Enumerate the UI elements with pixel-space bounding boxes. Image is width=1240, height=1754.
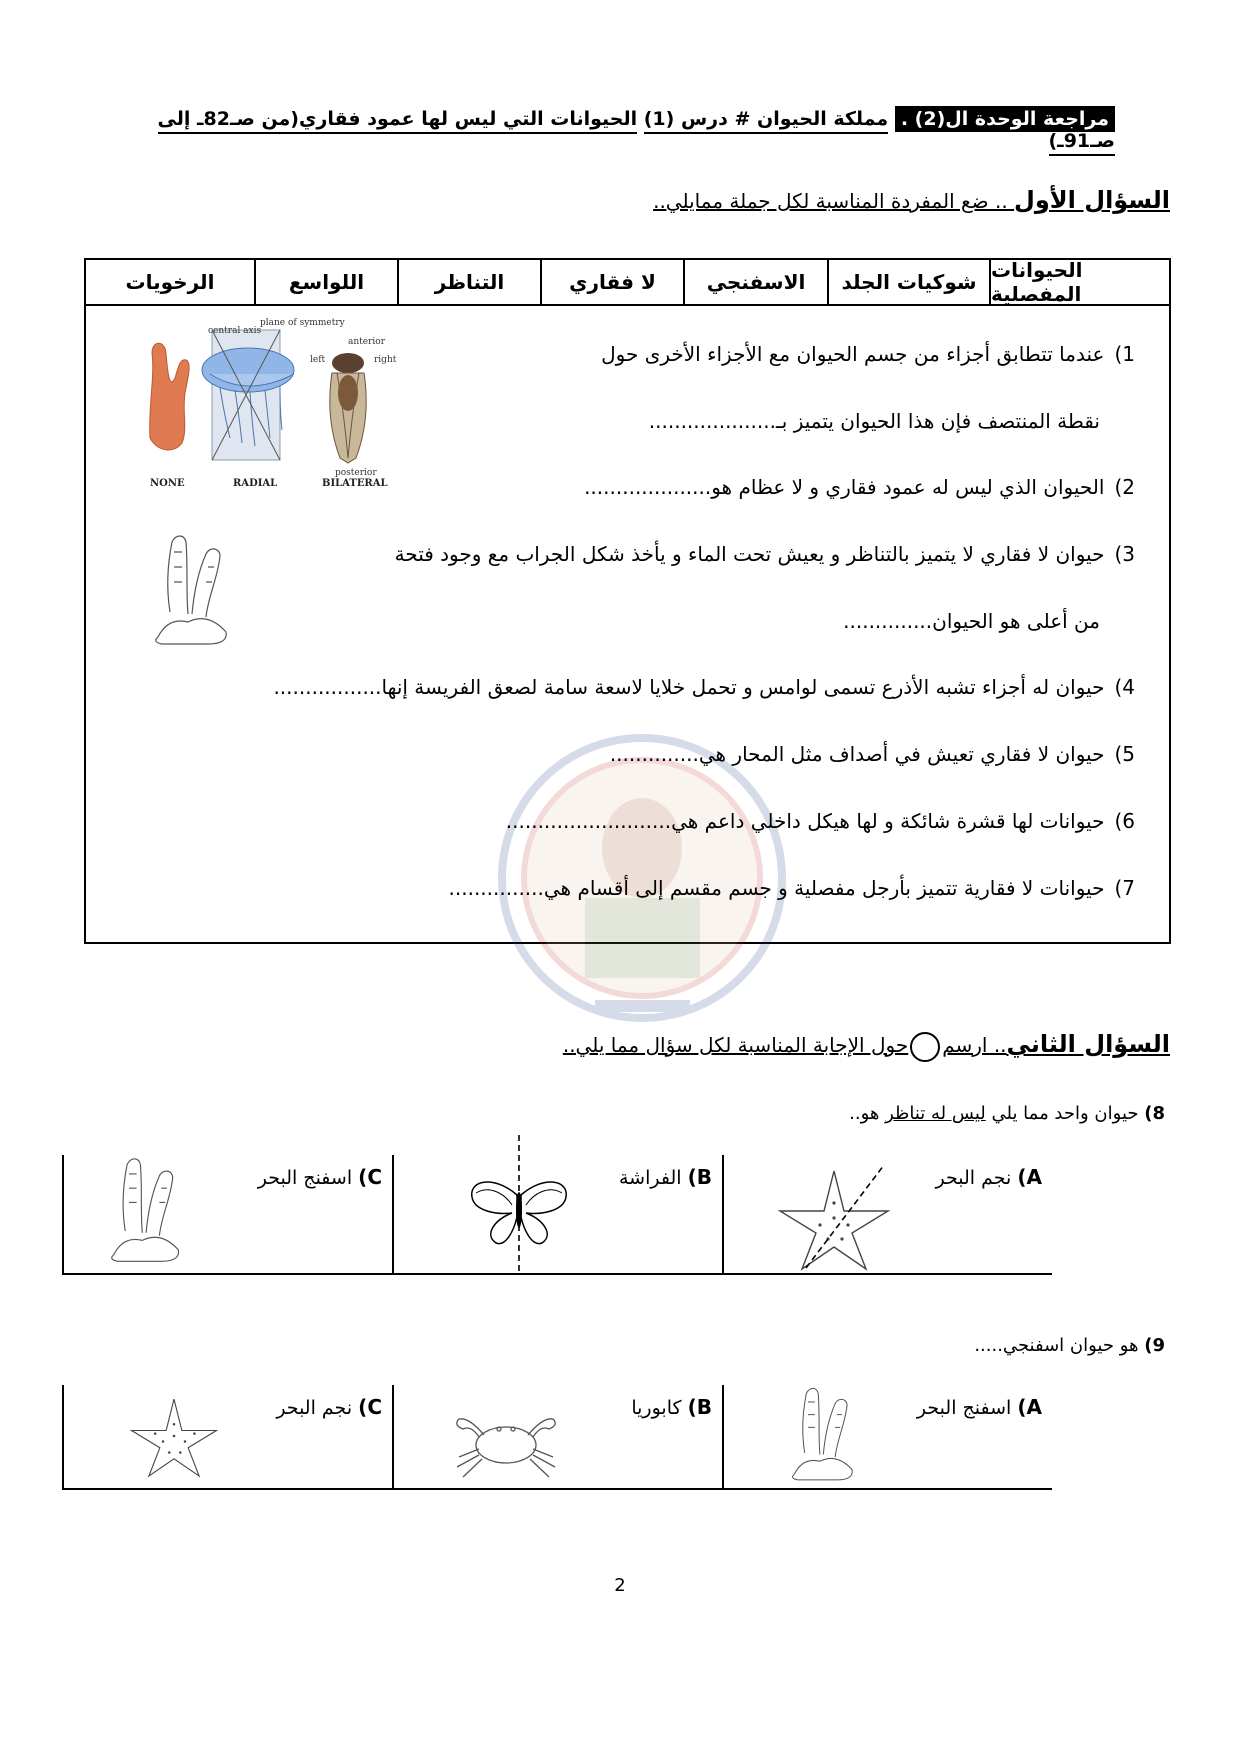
crab-icon bbox=[449, 1397, 564, 1487]
item-number: 2) bbox=[1114, 475, 1135, 499]
sponge-icon bbox=[779, 1385, 871, 1485]
question1-heading bbox=[170, 186, 1170, 214]
option-label: اسفنج البحر bbox=[916, 1397, 1012, 1419]
page-number: 2 bbox=[614, 1575, 626, 1596]
word-bank-cell: شوكيات الجلد bbox=[827, 260, 989, 304]
word-bank-cell: الاسفنجي bbox=[683, 260, 827, 304]
question9-options bbox=[62, 1385, 1052, 1490]
option-letter: B) bbox=[687, 1165, 712, 1189]
question1-item-1-line2: نقطة المنتصف فإن هذا الحيوان يتميز بـ.................... bbox=[648, 409, 1100, 433]
word-bank-cell: لا فقاري bbox=[540, 260, 683, 304]
page-header bbox=[115, 108, 1115, 152]
item-text: حيوان لا فقاري لا يتميز بالتناظر و يعيش تحت الماء و يأخذ شكل الجراب مع وجود فتحة bbox=[394, 542, 1105, 566]
question1-item-5 bbox=[610, 742, 1135, 766]
question1-item-3 bbox=[395, 542, 1135, 566]
item-text: عندما تتطابق أجزاء من جسم الحيوان مع الأجزاء الأخرى حول bbox=[601, 342, 1105, 366]
option-label: اسفنج البحر bbox=[257, 1167, 353, 1189]
question9-option-a[interactable] bbox=[722, 1385, 1052, 1488]
question9-number: 9) bbox=[1144, 1335, 1165, 1356]
label-right: right bbox=[374, 355, 397, 365]
sponge-icon bbox=[148, 532, 240, 650]
question2-heading bbox=[170, 1030, 1170, 1062]
question1-item-6 bbox=[506, 809, 1135, 833]
option-letter: C) bbox=[358, 1395, 382, 1419]
question8-prompt bbox=[849, 1103, 1165, 1124]
item-text: الحيوان الذي ليس له عمود فقاري و لا عظام هو.................... bbox=[584, 475, 1105, 499]
item-number: 5) bbox=[1114, 742, 1135, 766]
question2-instruction-b: حول الإجابة المناسبة لكل سؤال مما يلي.. bbox=[562, 1033, 909, 1057]
option-letter: C) bbox=[358, 1165, 382, 1189]
label-bilateral: BILATERAL bbox=[322, 478, 388, 489]
option-label: كابوريا bbox=[631, 1397, 682, 1419]
question9-text: هو حيوان اسفنجي..... bbox=[974, 1335, 1139, 1356]
option-letter: B) bbox=[687, 1395, 712, 1419]
label-posterior: posterior bbox=[335, 468, 377, 478]
option-label: الفراشة bbox=[619, 1167, 682, 1189]
question9-option-c[interactable] bbox=[62, 1385, 392, 1488]
question8-text-a: حيوان واحد مما يلي bbox=[991, 1103, 1139, 1124]
header-lesson: مملكة الحيوان # درس (1) bbox=[644, 108, 888, 134]
butterfly-icon bbox=[464, 1135, 574, 1275]
cicada-icon bbox=[330, 353, 366, 463]
item-number: 3) bbox=[1114, 542, 1135, 566]
question9-prompt bbox=[974, 1335, 1165, 1356]
label-none: NONE bbox=[150, 478, 185, 489]
question8-text-c: هو.. bbox=[849, 1103, 880, 1124]
jellyfish-icon bbox=[202, 330, 294, 460]
item-text: حيوان لا فقاري تعيش في أصداف مثل المحار هي.............. bbox=[609, 742, 1105, 766]
starfish-icon bbox=[119, 1385, 229, 1487]
label-central-axis: central axis bbox=[208, 326, 262, 336]
question1-item-7 bbox=[449, 876, 1135, 900]
item-number: 6) bbox=[1114, 809, 1135, 833]
sponge-icon bbox=[150, 343, 189, 450]
word-bank-cell: الرخويات bbox=[125, 270, 215, 294]
item-number: 7) bbox=[1114, 876, 1135, 900]
option-label: نجم البحر bbox=[276, 1397, 353, 1419]
question1-item-3-line2: من أعلى هو الحيوان.............. bbox=[843, 609, 1100, 633]
question1-item-2 bbox=[584, 475, 1135, 499]
question8-option-b[interactable] bbox=[392, 1155, 722, 1273]
label-anterior: anterior bbox=[348, 337, 386, 347]
question1-item-4 bbox=[273, 675, 1135, 699]
word-bank-cell: اللواسع bbox=[254, 260, 397, 304]
option-letter: A) bbox=[1017, 1165, 1042, 1189]
question2-name: السؤال الثاني bbox=[1006, 1030, 1170, 1058]
label-plane-of-symmetry: plane of symmetry bbox=[260, 318, 345, 328]
question1-item-1 bbox=[601, 342, 1135, 366]
question8-options bbox=[62, 1155, 1052, 1275]
item-text: حيوانات لها قشرة شائكة و لها هيكل داخلي داعم هي.......................... bbox=[505, 809, 1105, 833]
word-bank-cell: الحيوانات المفصلية bbox=[989, 260, 1169, 304]
header-topic: الحيوانات التي ليس لها عمود فقاري(من صـ82ـ إلى صـ91ـ) bbox=[158, 108, 1115, 156]
question9-option-b[interactable] bbox=[392, 1385, 722, 1488]
question8-text-b: ليس له تناظر bbox=[885, 1103, 986, 1124]
label-radial: RADIAL bbox=[233, 478, 278, 489]
item-text: حيوان له أجزاء تشبه الأذرع تسمى لوامس و تحمل خلايا لاسعة سامة لصعق الفريسة إنها................. bbox=[273, 675, 1105, 699]
item-number: 4) bbox=[1114, 675, 1135, 699]
word-bank bbox=[84, 258, 1171, 306]
word-bank-cell: التناظر bbox=[397, 260, 540, 304]
starfish-icon bbox=[764, 1163, 904, 1273]
question1-instruction: .. ضع المفردة المناسبة لكل جملة ممايلي.. bbox=[653, 189, 1015, 213]
sponge-icon bbox=[102, 1155, 194, 1267]
header-unit: مراجعة الوحدة ال(2) . bbox=[895, 106, 1115, 132]
question1-name: السؤال الأول bbox=[1014, 186, 1170, 214]
symmetry-figure bbox=[130, 318, 430, 493]
item-text: حيوانات لا فقارية تتميز بأرجل مفصلية و جسم مقسم إلى أقسام هي............... bbox=[448, 876, 1105, 900]
option-letter: A) bbox=[1017, 1395, 1042, 1419]
question2-instruction-a: .. ارسم bbox=[942, 1033, 1007, 1057]
question8-option-a[interactable] bbox=[722, 1155, 1052, 1273]
option-label: نجم البحر bbox=[935, 1167, 1012, 1189]
circle-icon bbox=[910, 1032, 940, 1062]
label-left: left bbox=[310, 355, 326, 365]
item-number: 1) bbox=[1114, 342, 1135, 366]
question8-number: 8) bbox=[1144, 1103, 1165, 1124]
question8-option-c[interactable] bbox=[62, 1155, 392, 1273]
